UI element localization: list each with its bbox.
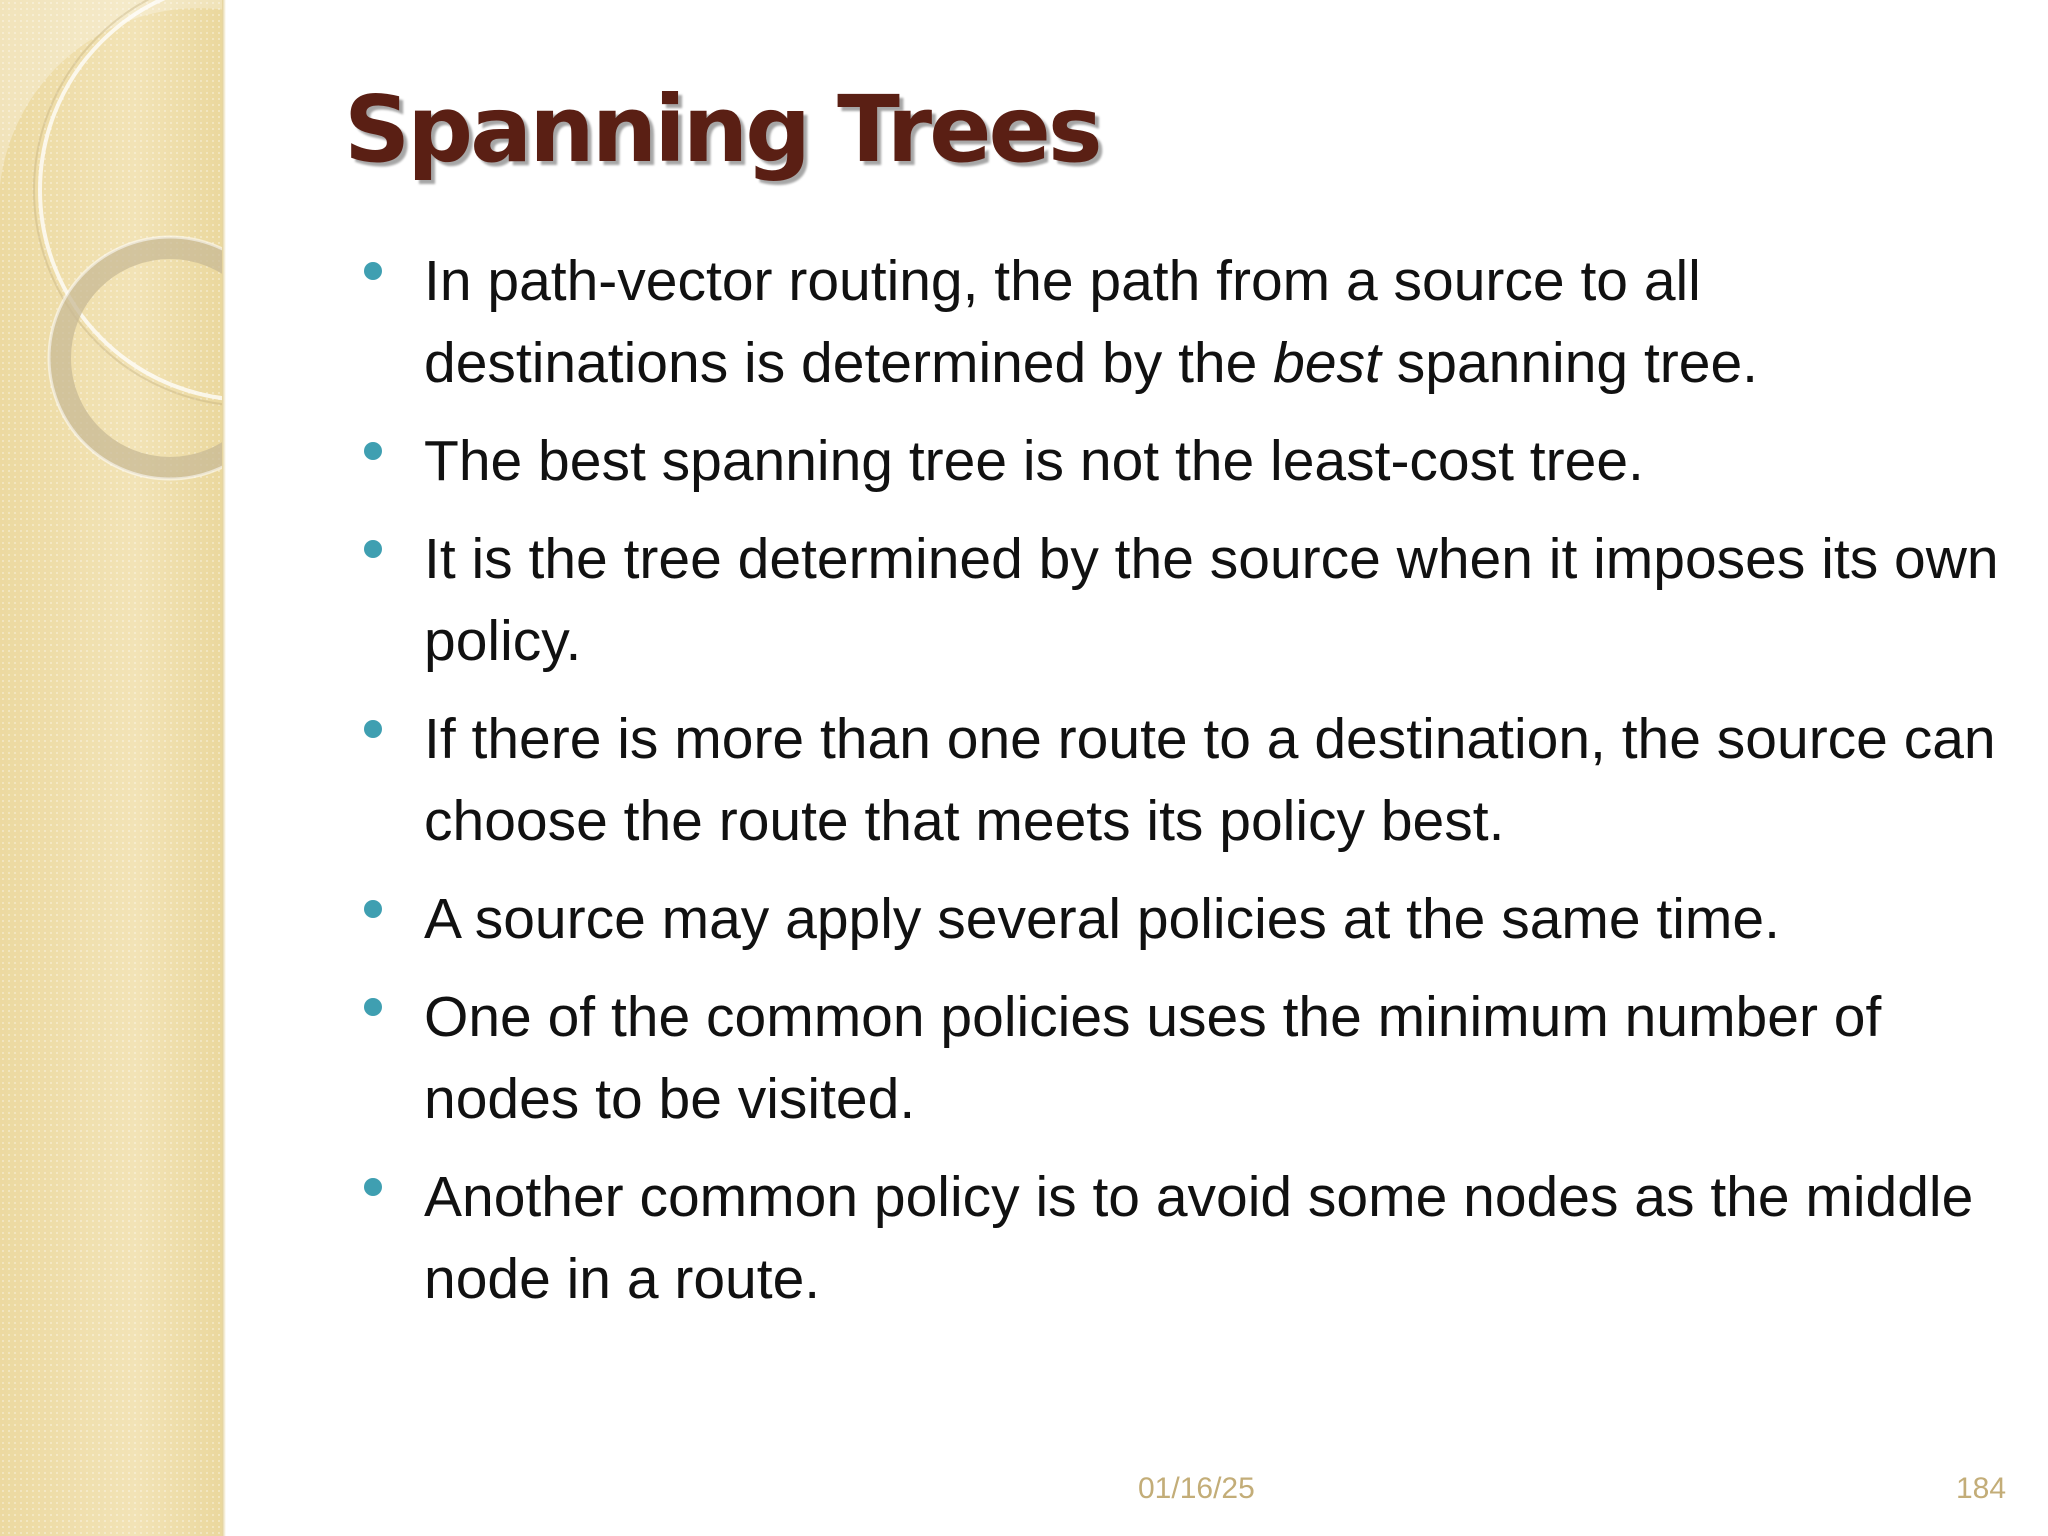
bullet-dot-icon bbox=[364, 262, 382, 280]
bullet-dot-icon bbox=[364, 442, 382, 460]
bullet-dot-icon bbox=[364, 998, 382, 1016]
bullet-item bbox=[360, 1156, 2000, 1320]
bullet-item bbox=[360, 976, 2000, 1140]
bullet-item bbox=[360, 420, 2000, 502]
bullet-dot-icon bbox=[364, 900, 382, 918]
bullet-item bbox=[360, 878, 2000, 960]
bullet-item bbox=[360, 698, 2000, 862]
bullet-text: It is the tree determined by the source when it imposes its own policy. bbox=[424, 527, 1999, 673]
bullet-text: The best spanning tree is not the least-cost tree. bbox=[424, 429, 1644, 493]
side-panel-edge bbox=[222, 0, 226, 1536]
bullet-text: One of the common policies uses the minimum number of nodes to be visited. bbox=[424, 985, 1882, 1131]
bullet-emphasis: best bbox=[1273, 331, 1381, 395]
bullet-text-after: spanning tree. bbox=[1380, 331, 1759, 395]
bullet-list bbox=[360, 240, 2000, 1336]
bullet-item bbox=[360, 518, 2000, 682]
bullet-text: In path-vector routing, the path from a source to all destinations is determined by the bbox=[424, 249, 1701, 395]
footer-date: 01/16/25 bbox=[1138, 1472, 1255, 1505]
bullet-dot-icon bbox=[364, 1178, 382, 1196]
decorative-side-panel bbox=[0, 0, 226, 1536]
bullet-text: A source may apply several policies at the same time. bbox=[424, 887, 1780, 951]
decorative-rings-graphic bbox=[0, 0, 226, 1536]
footer-page-number: 184 bbox=[1956, 1472, 2007, 1505]
bullet-item bbox=[360, 240, 2000, 404]
slide-title: Spanning Trees bbox=[344, 76, 1100, 183]
bullet-text: Another common policy is to avoid some nodes as the middle node in a route. bbox=[424, 1165, 1974, 1311]
bullet-dot-icon bbox=[364, 540, 382, 558]
bullet-dot-icon bbox=[364, 720, 382, 738]
bullet-text: If there is more than one route to a destination, the source can choose the route that meets its policy best. bbox=[424, 707, 1996, 853]
